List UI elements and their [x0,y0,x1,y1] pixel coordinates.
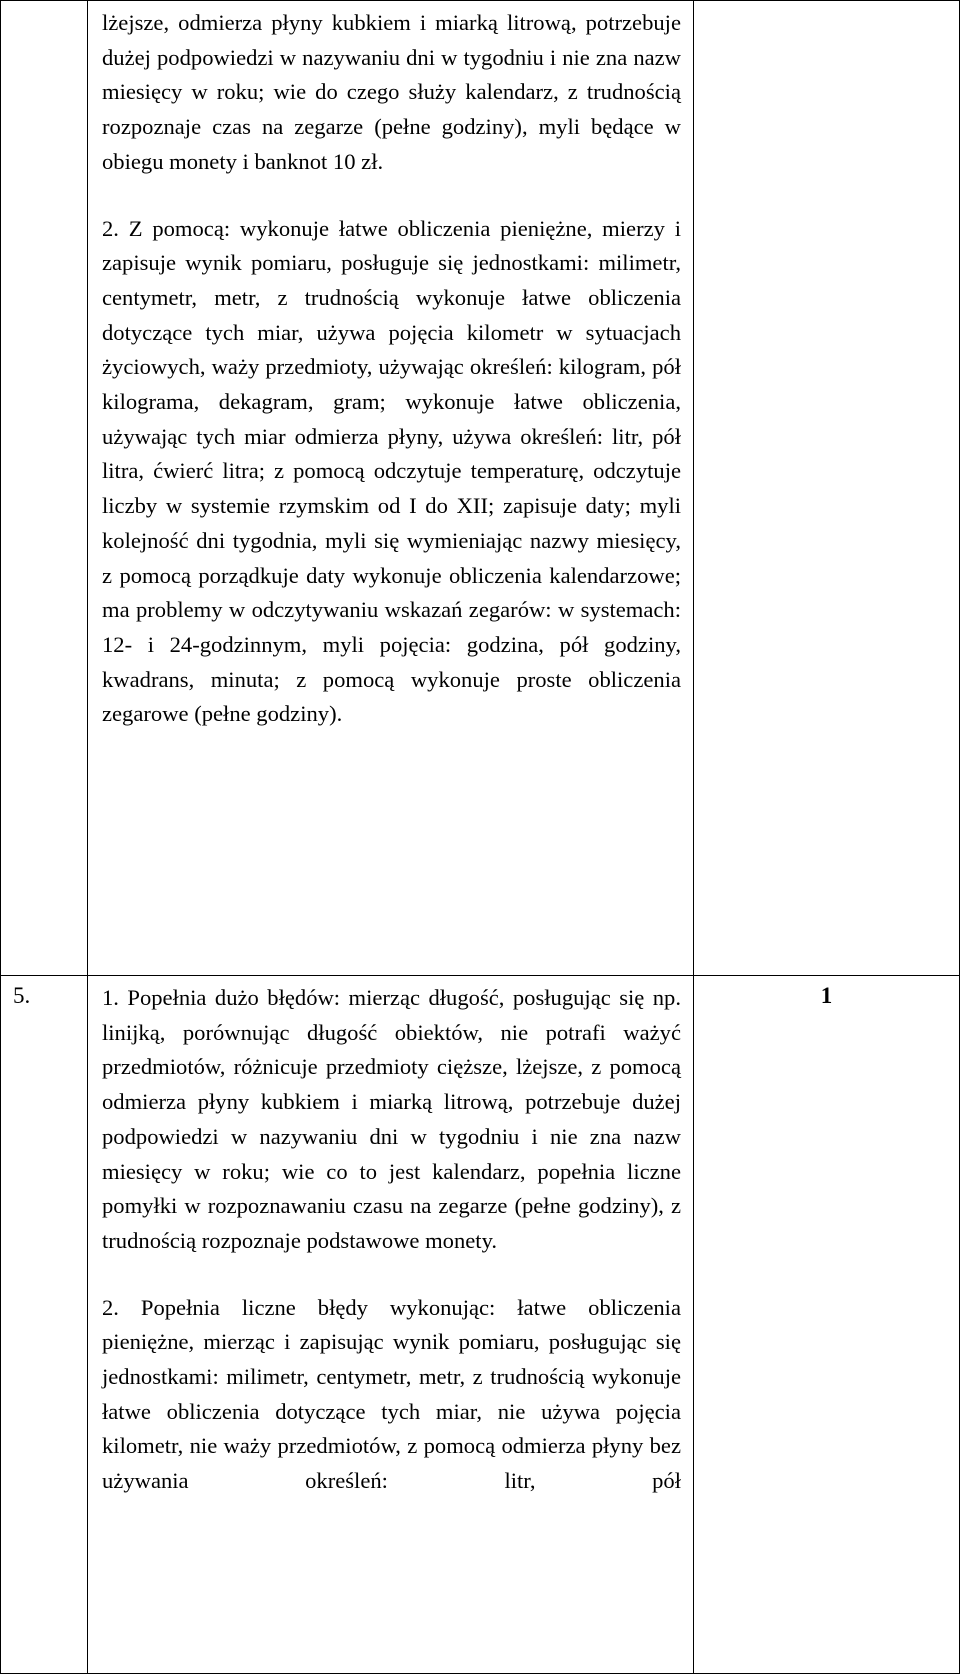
description-cell [88,1,694,976]
description-paragraph: 2. Z pomocą: wykonuje łatwe obliczenia pieniężne, mierzy i zapisuje wynik pomiaru, posługuje się jednostkami: milimetr, centymetr, metr, z trudnością wykonuje łatwe obliczenia dotyczące tych miar, używa pojęcia kilometr w sytuacjach życiowych, waży przedmioty, używając określeń: kilogram, pół kilograma, dekagram, gram; wykonuje łatwe obliczenia, używając tych miar odmierza płyny, używa określeń: litr, pół litra, ćwierć litra; z pomocą odczytuje temperaturę, odczytuje liczby w systemie rzymskim od I do XII; zapisuje daty; myli kolejność dni tygodnia, myli się wymieniając nazwy miesięcy, z pomocą porządkuje daty wykonuje obliczenia kalendarzowe; ma problemy w odczytywaniu wskazań zegarów: w systemach: 12- i 24-godzinnym, myli pojęcia: godzina, pół godziny, kwadrans, minuta; z pomocą wykonuje proste obliczenia zegarowe (pełne godziny). [102,215,681,727]
description-paragraph: 1. Popełnia dużo błędów: mierząc długość, posługując się np. linijką, porównując długość obiektów, nie potrafi ważyć przedmiotów, różnicuje przedmioty cięższe, lżejsze, z pomocą odmierza płyny kubkiem i miarką litrową, potrzebuje dużej podpowiedzi w nazywaniu dni w tygodniu i nie zna nazw miesięcy w roku; wie co to jest kalendarz, popełnia liczne pomyłki w rozpoznawaniu czasu na zegarze (pełne godziny), z trudnością rozpoznaje podstawowe monety. [102,985,681,1253]
grade-cell [694,1,960,976]
table-row [1,976,960,1674]
description-paragraph: 2. Popełnia liczne błędy wykonując: łatwe obliczenia pieniężne, mierząc i zapisując wynik pomiaru, posługując się jednostkami: milimetr, centymetr, metr, z trudnością wykonuje łatwe obliczenia dotyczące tych miar, nie używa pojęcia kilometr, nie waży przedmiotów, z pomocą odmierza płyny bez używania określeń: litr, pół [102,1294,681,1494]
row-number-cell [1,1,88,976]
table-row [1,1,960,976]
grade-cell: 1 [694,976,960,1674]
description-cell [88,976,694,1674]
row-number-cell: 5. [1,976,88,1674]
description-paragraph: lżejsze, odmierza płyny kubkiem i miarką litrową, potrzebuje dużej podpowiedzi w nazywaniu dni w tygodniu i nie zna nazw miesięcy w roku; wie do czego służy kalendarz, z trudnością rozpoznaje czas na zegarze (pełne godziny), myli będące w obiegu monety i banknot 10 zł. [102,10,681,174]
